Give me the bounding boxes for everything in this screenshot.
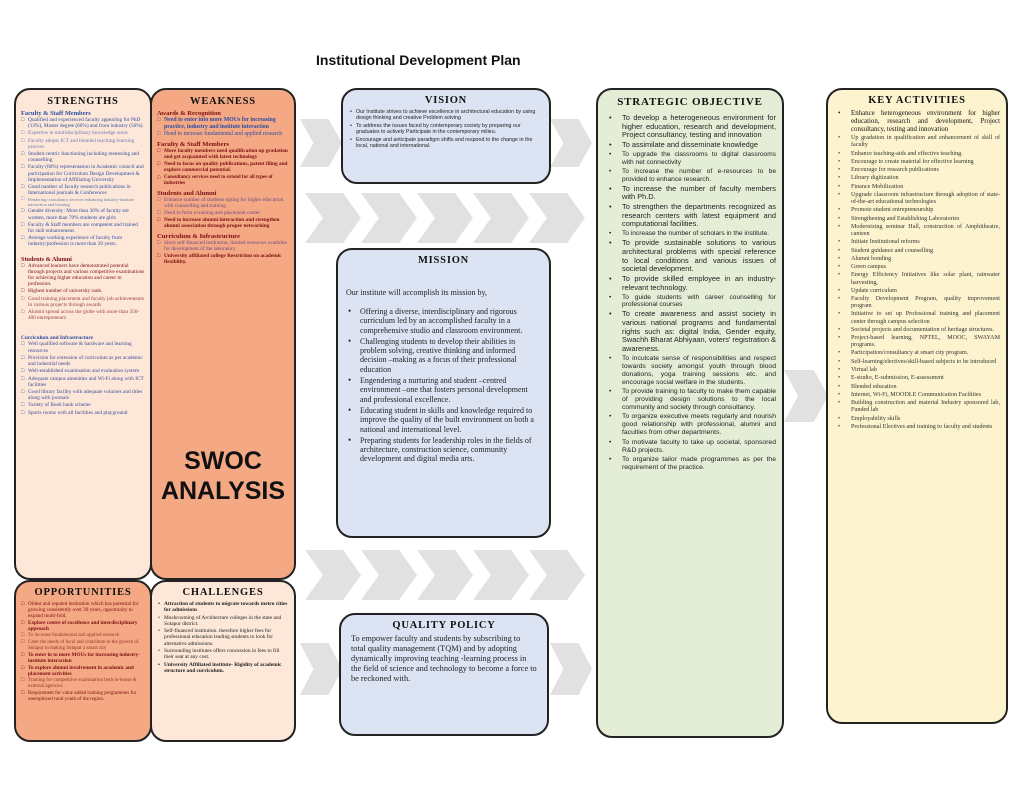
list-item: • To guide students with career counselling for professional courses (604, 294, 776, 310)
list-item: • Encourage and anticipate paradigm shifts and respond to the change in the local, national and international. (350, 137, 542, 150)
opportunities-panel (14, 580, 152, 742)
list-item: • Faculty Development Program, quality improvement program (834, 296, 1000, 310)
arrow-chevron (361, 550, 417, 600)
list-item: • Initiative to set up Professional training and placement center through campus selection (834, 311, 1000, 325)
list-item: □ More faculty members need qualification up gradation and get acquainted with latest technology (157, 148, 289, 160)
list-item: • Employability skills (834, 416, 1000, 423)
list-item: • Enhance heterogeneous environment for higher education, research and development, Project consultancy, testing and innovation (834, 110, 1000, 134)
list-item: • Library digitization (834, 175, 1000, 182)
list-item: • Update curriculum (834, 288, 1000, 295)
list-item: • Upgrade classroom infrastructure through adoption of state-of-the-art educational technologies (834, 192, 1000, 206)
list-item: • Societal projects and documentation of heritage structures. (834, 327, 1000, 334)
list-item: • To provide training to faculty to make them capable of providing design solutions to the local community and society through consultancy. (604, 388, 776, 412)
vision-list (350, 109, 542, 149)
list-item: □ Adequate campus amenities and Wi-Fi along with ICT facilities (21, 376, 145, 388)
weakness-awards-heading: Awards & Recognition (157, 110, 221, 117)
list-item: □ Good library facility with adequate volumes and titles along with journals (21, 389, 145, 401)
list-item: □ Need to increase alumni interaction and strengthen alumni association through proper networking (157, 217, 289, 229)
list-item: □ Faculty & Staff members are competent and trained for skill enhancement. (21, 222, 145, 234)
arrow-chevron (300, 643, 342, 695)
list-item: □ Cater the needs of local and contribute to the growth of Solapur in making Solapur a smart city (21, 640, 145, 652)
list-item: □ Enhance number of students opting for higher education with counselling and training (157, 197, 289, 209)
list-item: • To develop a heterogeneous environment for higher education, research and development, Project consultancy, testing and innovation (604, 114, 776, 140)
list-item: • Participation/consultancy at smart city program. (834, 350, 1000, 357)
list-item: • Self-learning/electives/skill-based subjects to be introduced (834, 359, 1000, 366)
list-item: □ Training for competitive examination both in-house & external agencies (21, 678, 145, 690)
list-item: □ Good number of faculty research publications in International journals & Conferences (21, 184, 145, 196)
weakness-awards-list (157, 117, 289, 138)
list-item: □ Qualified and experienced faculty appearing for PhD (13%), Master degree (66%) and from industry (50%). (21, 117, 145, 129)
strengths-students-heading: Students & Alumni (21, 255, 72, 263)
list-item: • To organize tailor made programmes as per the requirement of the practice. (604, 456, 776, 472)
strengths-panel (14, 88, 152, 580)
list-item: • Professional Electives and training to faculty and students (834, 424, 1000, 431)
list-item: □ Faculty adopts ICT and blended teaching-learning process (21, 138, 145, 150)
weakness-faculty-list (157, 148, 289, 187)
list-item: □ Need to form a training and placement center (157, 210, 289, 216)
list-item: □ Well qualified software & hardware and learning resources (21, 341, 145, 353)
list-item: □ Need to increase fundamental and applied research (157, 131, 289, 138)
list-item: □ Good training placement and faculty job achievements in various projects through awards (21, 296, 145, 308)
strengths-infra-list (21, 341, 145, 415)
arrow-chevron (550, 119, 592, 167)
list-item: • Attraction of students to migrate towards metro cities for admissions (157, 601, 289, 614)
list-item: □ Faculty (60%) representation in Academic council and participation for Curriculum Design Development & Implementation of Affiliating University (21, 164, 145, 183)
list-item: • To provide skilled employee in an industry-relevant technology. (604, 275, 776, 292)
list-item: • Virtual lab (834, 367, 1000, 374)
strengths-infra-heading: Curriculum and Infrastructure (21, 335, 94, 342)
weakness-curr-heading: Curriculum & Infrastructure (157, 232, 241, 240)
list-item: • Alumni bonding (834, 256, 1000, 263)
strengths-students-list (21, 263, 145, 322)
swoc-analysis-label: SWOC ANALYSIS (160, 447, 286, 505)
weakness-curr-list (157, 240, 289, 266)
vision-heading: VISION (424, 95, 468, 106)
strategic-objective-panel (596, 88, 784, 738)
list-item: □ Since self-financed institution, limited resources available for development of the laboratory (157, 240, 289, 252)
weakness-students-heading: Students and Alumni (157, 189, 217, 197)
list-item: □ Alumni spread across the globe with more than 350-400 entrepreneurs (21, 309, 145, 321)
list-item: • Offering a diverse, interdisciplinary and rigorous curriculum led by an accomplished faculty in a comprehensive studio and classroom environment. (346, 307, 541, 335)
list-item: • Our Institute strives to achieve excellence in architectural education by using design thinking and creative Problem solving (350, 109, 542, 122)
arrow-chevron (473, 193, 529, 243)
weakness-heading: WEAKNESS (190, 96, 256, 107)
weakness-panel (150, 88, 296, 580)
list-item: • Preparing students for leadership roles in the fields of architecture, construction science, community development and digital media arts. (346, 436, 541, 464)
weakness-students-list (157, 197, 289, 230)
list-item: • Blended education (834, 384, 1000, 391)
list-item: • Strengthening and Establishing Laboratories (834, 216, 1000, 223)
list-item: • Project-based learning, NPTEL, MOOC, SWAYAM programs. (834, 335, 1000, 349)
list-item: • To increase the number of e-resources to be provided to enhance research. (604, 168, 776, 184)
list-item: □ University affiliated college Restriction on academic flexibility. (157, 253, 289, 265)
list-item: • Green campus (834, 264, 1000, 271)
list-item: □ Requirement for value added training programmes for unemployed rural youth of the region. (21, 691, 145, 703)
list-item: • Educating student in skills and knowledge required to improve the quality of the built environment on both a national and international level. (346, 406, 541, 434)
challenges-panel (150, 580, 296, 742)
mission-heading: MISSION (417, 255, 470, 266)
list-item: • To increase the number of faculty members with Ph.D. (604, 185, 776, 202)
arrow-chevron (529, 193, 585, 243)
arrow-chevron (417, 193, 473, 243)
page-title: Institutional Development Plan (316, 52, 521, 68)
list-item: • To provide sustainable solutions to various architectural problems with special reference to local conditions and various issues of societal development. (604, 239, 776, 273)
list-item: • To strengthen the departments recognized as research centers with latest equipment and computational facilities. (604, 203, 776, 229)
quality-policy-panel (339, 613, 549, 736)
list-item: • Student guidance and counselling (834, 248, 1000, 255)
list-item: • Internet, Wi-Fi, MOODLE Communication Facilities (834, 392, 1000, 399)
list-item: • E-studio, E-submission, E-assessment (834, 375, 1000, 382)
list-item: • To motivate faculty to take up societal, sponsored R&D projects. (604, 439, 776, 455)
quality-policy-heading: QUALITY POLICY (392, 620, 496, 631)
arrow-chevron (361, 193, 417, 243)
arrow-chevron (550, 643, 592, 695)
arrow-chevron (305, 550, 361, 600)
vision-panel (341, 88, 551, 184)
list-item: □ To increase fundamental and applied research (21, 633, 145, 639)
list-item: • To address the issues faced by contemporary society by preparing our graduates to actively Participate in the contemporary milieu. (350, 123, 542, 136)
list-item: □ Rendering consultancy services enhancing industry-institute interaction and learning (21, 197, 145, 207)
list-item: □ Sports rooms with all facilities and playground (21, 410, 145, 416)
list-item: □ Oldest and reputed institution which has potential for growing consistently over 30 years, opportunity to expand multi-fold. (21, 601, 145, 619)
list-item: • Engendering a nurturing and student –centred environment –one that fosters personal development and professional excellence. (346, 376, 541, 404)
mission-intro: Our institute will accomplish its mission by, (346, 288, 488, 297)
list-item: □ Need to focus on quality publications, patent filing and explore commercial potential. (157, 161, 289, 173)
list-item: □ Provision for extension of curriculum as per academic and industrial needs (21, 355, 145, 367)
list-item: □ Student centric functioning including mentoring and counselling (21, 151, 145, 163)
list-item: □ Expertise in multidisciplinary knowledge areas (21, 130, 145, 136)
strategic-objective-list (604, 114, 776, 472)
challenges-heading: CHALLENGES (182, 587, 264, 598)
list-item: • Building construction and material Industry sponsored lab, Funded lab (834, 400, 1000, 414)
list-item: • University Affiliated institute- Rigidity of academic structure and curriculum. (157, 662, 289, 675)
list-item: □ Need to enter into more MOUs for increasing practice, industry and institute interaction (157, 117, 289, 130)
key-activities-heading: KEY ACTIVITIES (868, 95, 966, 106)
strengths-faculty-heading: Faculty & Staff Members (21, 110, 91, 117)
list-item: • Mushrooming of Architecture colleges in the state and Solapur district. (157, 615, 289, 628)
arrow-chevron (529, 550, 585, 600)
key-activities-panel (826, 88, 1008, 724)
list-item: □ To enter in to more MOUs for increasing industry- institute interaction (21, 652, 145, 664)
arrow-chevron (417, 550, 473, 600)
arrow-chevron (305, 193, 361, 243)
list-item: □ Advanced learners have demonstrated potential through projects and various competitive examinations for achieving higher education and career in profession. (21, 263, 145, 288)
list-item: • To assimilate and disseminate knowledge (604, 141, 776, 150)
list-item: • Energy Efficiency Initiatives like solar plant, rainwater harvesting, (834, 272, 1000, 286)
list-item: • Up gradation in qualification and enhancement of skill of faculty (834, 135, 1000, 149)
list-item: □ Average working experience of faculty from industry/profession is more than 20 years. (21, 235, 145, 247)
list-item: □ Well-established examination and evaluation system (21, 368, 145, 374)
list-item: • To increase the number of scholars in the institute. (604, 230, 776, 238)
strengths-heading: STRENGTHS (47, 96, 119, 107)
arrow-chevron (784, 370, 828, 422)
list-item: □ Consultancy services need to extend for all types of industries (157, 175, 289, 187)
list-item: • Initiate Institutional reforms (834, 239, 1000, 246)
quality-policy-text: To empower faculty and students by subscribing to total quality management (TQM) and by adopting dynamically improving teaching -learning process in the field of science and technology to become a force to be reckoned with. (351, 634, 537, 683)
list-item: • To organize executive meets regularly and nourish good relationship with professional, alumni and faculties from other departments. (604, 413, 776, 437)
list-item: • To create awareness and assist society in various national programs and fundamental rights such as: digital India, Gender equity, Swachh Bharat Abhiyaan, voters' registration & awareness. (604, 310, 776, 353)
list-item: • Modernizing seminar Hall, construction of Amphitheatre, canteen (834, 224, 1000, 238)
weakness-faculty-heading: Faculty & Staff Members (157, 140, 229, 148)
opportunities-heading: OPPORTUNITIES (34, 587, 132, 598)
list-item: □ Gender diversity: More than 30% of faculty are women, more than 70% students are girls (21, 208, 145, 220)
list-item: • To upgrade the classrooms to digital classrooms with net connectivity (604, 151, 776, 167)
list-item: • Surrounding institutes offers concession in fees to fill their seat at any cost. (157, 648, 289, 661)
arrow-chevron (473, 550, 529, 600)
mission-panel (336, 248, 551, 538)
mission-list (346, 307, 541, 464)
arrow-chevron (300, 119, 342, 167)
list-item: • Challenging students to develop their abilities in problem solving, creative thinking and informed decision –making as a focus of their professional education (346, 337, 541, 374)
strengths-faculty-list (21, 117, 145, 248)
list-item: • Promote student entrepreneurship (834, 207, 1000, 214)
list-item: • To inculcate sense of responsibilities and respect towards society amongst youth through blood donations, yoga training sessions etc. and encourage social welfare in the students. (604, 355, 776, 387)
strategic-objective-heading: STRATEGIC OBJECTIVE (617, 96, 763, 108)
list-item: □ Variety of Book bank scheme (21, 402, 145, 408)
list-item: □ Explore centre of excellence and interdisciplinary approach (21, 620, 145, 632)
list-item: • Self-financed institution. therefore higher fees for professional education leading students to look for alternative admissions. (157, 628, 289, 647)
list-item: □ Highest number of university rank. (21, 288, 145, 294)
list-item: • Encourage for research publications (834, 167, 1000, 174)
list-item: □ To explore alumni involvement in academic and placement activities (21, 665, 145, 677)
list-item: • Finance Mobilization (834, 184, 1000, 191)
opportunities-list (21, 601, 145, 703)
list-item: • Enhance teaching-aids and effective teaching. (834, 151, 1000, 158)
key-activities-list (834, 110, 1000, 431)
list-item: • Encourage to create material for effective learning (834, 159, 1000, 166)
challenges-list (157, 601, 289, 674)
